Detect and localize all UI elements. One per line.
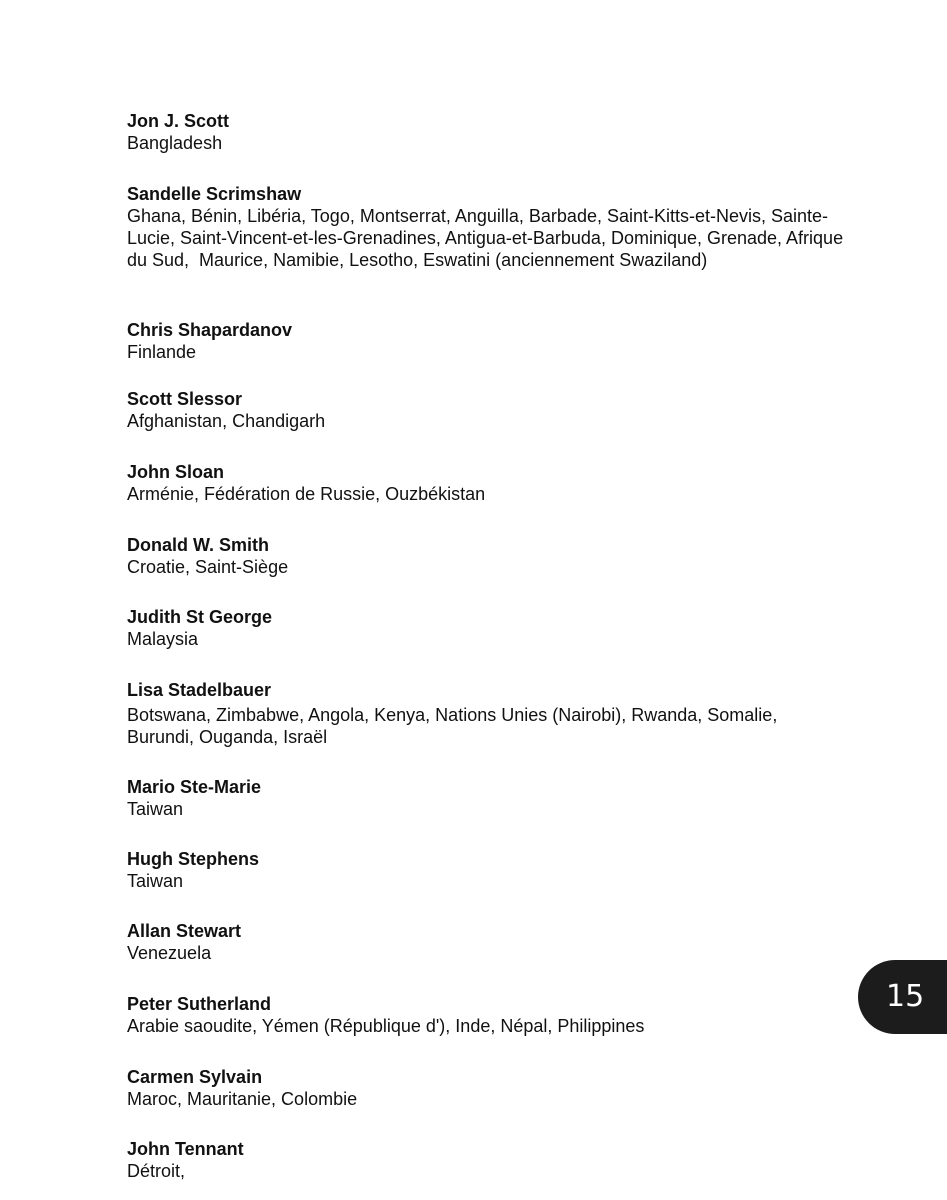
entry-st-george	[127, 606, 847, 650]
country-list: Taiwan	[127, 799, 184, 819]
person-name: Judith St George	[127, 607, 273, 627]
entry-sylvain	[127, 1066, 847, 1110]
person-name: Hugh Stephens	[127, 849, 260, 869]
person-name: Donald W. Smith	[127, 535, 269, 555]
country-list: Détroit,	[127, 1161, 186, 1181]
country-list: Croatie, Saint-Siège	[127, 557, 289, 577]
person-name: Jon J. Scott	[127, 111, 230, 131]
person-name: John Tennant	[127, 1139, 244, 1159]
entry-scott	[127, 110, 847, 154]
person-name: Allan Stewart	[127, 921, 242, 941]
entry-ste-marie	[127, 776, 847, 820]
entry-slessor	[127, 388, 847, 432]
person-name: Carmen Sylvain	[127, 1067, 263, 1087]
country-list: Arménie, Fédération de Russie, Ouzbékistan	[127, 484, 486, 504]
country-list: Arabie saoudite, Yémen (République d'), Inde, Népal, Philippines	[127, 1016, 645, 1036]
entry-tennant	[127, 1138, 847, 1182]
country-list: Malaysia	[127, 629, 199, 649]
country-list: Afghanistan, Chandigarh	[127, 411, 326, 431]
person-name: Mario Ste-Marie	[127, 777, 262, 797]
entry-shapardanov	[127, 319, 847, 363]
person-name: Chris Shapardanov	[127, 320, 293, 340]
entry-sloan	[127, 461, 847, 505]
country-list: Maroc, Mauritanie, Colombie	[127, 1089, 358, 1109]
country-list: Taiwan	[127, 871, 184, 891]
country-list: Ghana, Bénin, Libéria, Togo, Montserrat, Anguilla, Barbade, Saint-Kitts-et-Nevis, Sainte-Lucie, Saint-Vincent-et-les-Grenadines, Antigua-et-Barbuda, Dominique, Grenade, Afrique du Sud, Maurice, Namibie, Lesotho, Eswatini (anciennement Swaziland)	[127, 206, 849, 270]
entry-sutherland	[127, 993, 847, 1037]
entry-stephens	[127, 848, 847, 892]
entry-scrimshaw	[127, 183, 847, 271]
person-name: Lisa Stadelbauer	[127, 680, 272, 700]
country-list: Bangladesh	[127, 133, 223, 153]
country-list: Finlande	[127, 342, 197, 362]
person-name: Sandelle Scrimshaw	[127, 184, 302, 204]
entry-stadelbauer	[127, 679, 847, 748]
entry-stewart	[127, 920, 847, 964]
country-list: Botswana, Zimbabwe, Angola, Kenya, Nations Unies (Nairobi), Rwanda, Somalie, Burundi, Ouganda, Israël	[127, 705, 783, 747]
entry-smith	[127, 534, 847, 578]
page-number: 15	[886, 979, 925, 1014]
person-name: John Sloan	[127, 462, 225, 482]
country-list: Venezuela	[127, 943, 212, 963]
person-name: Peter Sutherland	[127, 994, 272, 1014]
page-number-badge	[858, 960, 947, 1034]
person-name: Scott Slessor	[127, 389, 243, 409]
